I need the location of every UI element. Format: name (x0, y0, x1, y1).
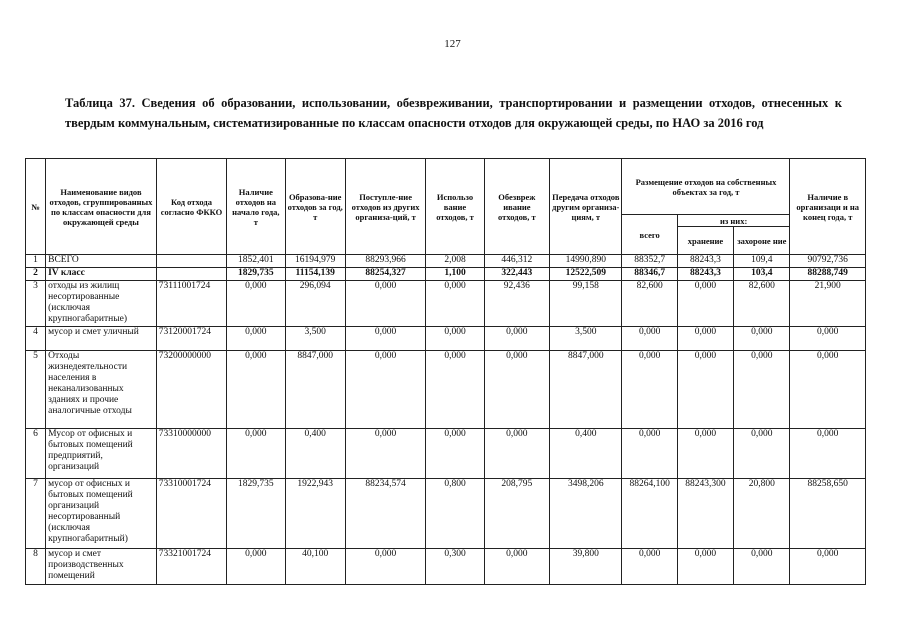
page-number: 127 (444, 38, 461, 50)
cell-num: 1 (26, 255, 46, 268)
cell-name: Отходы жизнедеятельности населения в неканализованных зданиях и прочие аналогичные отходы (46, 351, 157, 429)
cell-formed: 8847,000 (285, 351, 345, 429)
waste-table (25, 158, 866, 585)
cell-code: 73321001724 (156, 549, 226, 585)
cell-burial: 109,4 (734, 255, 790, 268)
header-neutralized: Обезвреж ивание отходов, т (484, 159, 549, 255)
cell-name: IV класс (46, 268, 157, 281)
cell-burial: 82,600 (734, 281, 790, 327)
cell-burial: 0,000 (734, 549, 790, 585)
cell-code: 73310001724 (156, 479, 226, 549)
header-transferred: Передача отходов другим организа-циям, т (550, 159, 622, 255)
header-storage: хранение (677, 227, 733, 255)
table-header (26, 159, 866, 255)
cell-end: 88258,650 (790, 479, 866, 549)
cell-received: 88234,574 (345, 479, 425, 549)
cell-received: 0,000 (345, 351, 425, 429)
cell-storage: 0,000 (677, 351, 733, 429)
cell-start: 1829,735 (227, 268, 285, 281)
cell-start: 0,000 (227, 549, 285, 585)
cell-storage: 0,000 (677, 327, 733, 351)
cell-total: 0,000 (622, 351, 677, 429)
header-num: № (26, 159, 46, 255)
header-name: Наименование видов отходов, сгруппированных по классам опасности для окружающей среды (46, 159, 157, 255)
cell-storage: 88243,3 (677, 255, 733, 268)
cell-used: 0,000 (426, 351, 484, 429)
cell-storage: 88243,300 (677, 479, 733, 549)
cell-formed: 0,400 (285, 429, 345, 479)
cell-num: 3 (26, 281, 46, 327)
cell-name: мусор от офисных и бытовых помещений организаций несортированный (исключая крупногабаритный) (46, 479, 157, 549)
cell-name: мусор и смет производственных помещений (46, 549, 157, 585)
cell-transferred: 3,500 (550, 327, 622, 351)
cell-end: 88288,749 (790, 268, 866, 281)
cell-end: 90792,736 (790, 255, 866, 268)
cell-end: 0,000 (790, 327, 866, 351)
cell-code (156, 268, 226, 281)
cell-num: 6 (26, 429, 46, 479)
cell-end: 21,900 (790, 281, 866, 327)
cell-end: 0,000 (790, 351, 866, 429)
table-body (26, 255, 866, 585)
cell-received: 0,000 (345, 429, 425, 479)
header-of-them: из них: (677, 215, 790, 227)
cell-start: 1852,401 (227, 255, 285, 268)
cell-neutralized: 92,436 (484, 281, 549, 327)
cell-neutralized: 0,000 (484, 327, 549, 351)
table-row (26, 549, 866, 585)
cell-formed: 1922,943 (285, 479, 345, 549)
cell-burial: 0,000 (734, 327, 790, 351)
cell-transferred: 14990,890 (550, 255, 622, 268)
cell-num: 7 (26, 479, 46, 549)
header-formed: Образова-ние отходов за год, т (285, 159, 345, 255)
header-received: Поступле-ние отходов из других организа-ций, т (345, 159, 425, 255)
cell-total: 0,000 (622, 549, 677, 585)
cell-transferred: 99,158 (550, 281, 622, 327)
cell-code (156, 255, 226, 268)
cell-neutralized: 208,795 (484, 479, 549, 549)
cell-name: Мусор от офисных и бытовых помещений предприятий, организаций (46, 429, 157, 479)
cell-total: 88264,100 (622, 479, 677, 549)
cell-storage: 88243,3 (677, 268, 733, 281)
cell-transferred: 3498,206 (550, 479, 622, 549)
cell-storage: 0,000 (677, 549, 733, 585)
table-row (26, 281, 866, 327)
cell-start: 0,000 (227, 351, 285, 429)
table-row (26, 351, 866, 429)
cell-start: 0,000 (227, 281, 285, 327)
table-caption: Таблица 37. Сведения об образовании, использовании, обезвреживании, транспортировании и размещении отходов, отнесенных к твердым коммунальным, систематизированные по классам опасности отходов для окружающей среды, по НАО за 2016 год (65, 96, 842, 130)
cell-neutralized: 322,443 (484, 268, 549, 281)
table-row (26, 479, 866, 549)
cell-code: 73111001724 (156, 281, 226, 327)
cell-end: 0,000 (790, 549, 866, 585)
cell-used: 0,300 (426, 549, 484, 585)
cell-used: 0,000 (426, 281, 484, 327)
table-row (26, 327, 866, 351)
cell-neutralized: 446,312 (484, 255, 549, 268)
cell-used: 0,000 (426, 327, 484, 351)
cell-burial: 0,000 (734, 429, 790, 479)
cell-total: 0,000 (622, 327, 677, 351)
cell-received: 0,000 (345, 281, 425, 327)
table-row (26, 255, 866, 268)
cell-storage: 0,000 (677, 281, 733, 327)
cell-code: 73310000000 (156, 429, 226, 479)
cell-name: отходы из жилищ несортированные (исключая крупногабаритные) (46, 281, 157, 327)
cell-formed: 296,094 (285, 281, 345, 327)
cell-used: 0,800 (426, 479, 484, 549)
cell-received: 88293,966 (345, 255, 425, 268)
header-code: Код отхода согласно ФККО (156, 159, 226, 255)
cell-received: 0,000 (345, 549, 425, 585)
cell-transferred: 0,400 (550, 429, 622, 479)
cell-name: мусор и смет уличный (46, 327, 157, 351)
cell-transferred: 8847,000 (550, 351, 622, 429)
cell-neutralized: 0,000 (484, 429, 549, 479)
cell-total: 88352,7 (622, 255, 677, 268)
cell-name: ВСЕГО (46, 255, 157, 268)
header-end: Наличие в организаци и на конец года, т (790, 159, 866, 255)
cell-used: 2,008 (426, 255, 484, 268)
cell-code: 73200000000 (156, 351, 226, 429)
cell-transferred: 39,800 (550, 549, 622, 585)
table-row (26, 429, 866, 479)
cell-used: 0,000 (426, 429, 484, 479)
cell-burial: 20,800 (734, 479, 790, 549)
cell-burial: 103,4 (734, 268, 790, 281)
cell-transferred: 12522,509 (550, 268, 622, 281)
cell-total: 88346,7 (622, 268, 677, 281)
cell-code: 73120001724 (156, 327, 226, 351)
cell-formed: 3,500 (285, 327, 345, 351)
cell-formed: 11154,139 (285, 268, 345, 281)
cell-neutralized: 0,000 (484, 549, 549, 585)
cell-total: 82,600 (622, 281, 677, 327)
cell-total: 0,000 (622, 429, 677, 479)
cell-start: 0,000 (227, 327, 285, 351)
header-placement: Размещение отходов на собственных объектах за год, т (622, 159, 790, 215)
cell-end: 0,000 (790, 429, 866, 479)
header-burial: захороне ние (734, 227, 790, 255)
cell-num: 5 (26, 351, 46, 429)
cell-storage: 0,000 (677, 429, 733, 479)
table-row (26, 268, 866, 281)
cell-num: 4 (26, 327, 46, 351)
cell-formed: 40,100 (285, 549, 345, 585)
cell-received: 88254,327 (345, 268, 425, 281)
cell-used: 1,100 (426, 268, 484, 281)
cell-num: 8 (26, 549, 46, 585)
cell-burial: 0,000 (734, 351, 790, 429)
cell-received: 0,000 (345, 327, 425, 351)
cell-start: 1829,735 (227, 479, 285, 549)
header-start: Наличие отходов на начало года, т (227, 159, 285, 255)
cell-start: 0,000 (227, 429, 285, 479)
header-used: Использо вание отходов, т (426, 159, 484, 255)
cell-formed: 16194,979 (285, 255, 345, 268)
cell-num: 2 (26, 268, 46, 281)
cell-neutralized: 0,000 (484, 351, 549, 429)
header-total: всего (622, 215, 677, 255)
